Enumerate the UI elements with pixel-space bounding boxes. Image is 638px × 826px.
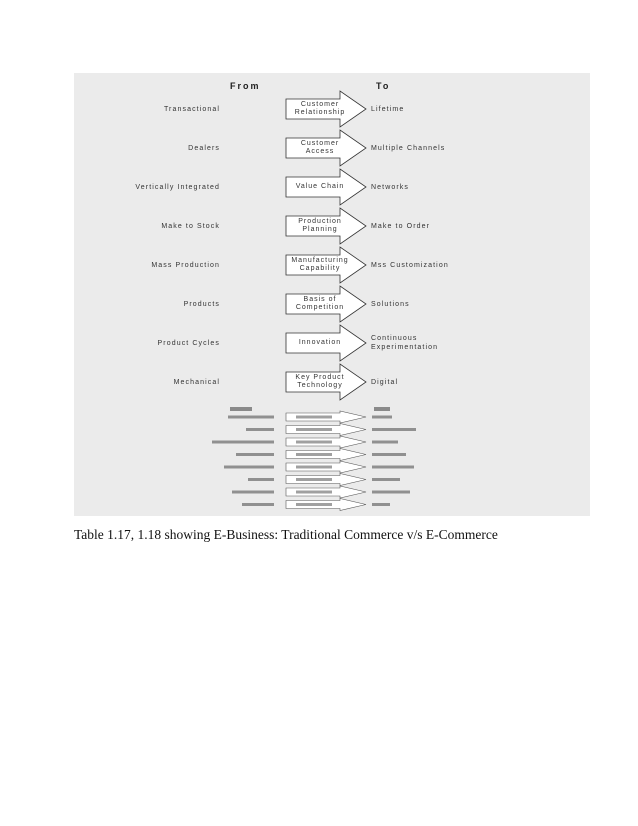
ghost-arrow-smudge-5 <box>296 466 332 469</box>
row-arrow-label-5: Manufacturing Capability <box>291 256 349 272</box>
ghost-arrow-smudge-3 <box>296 441 332 444</box>
row-to-5: Mss Customization <box>371 261 449 269</box>
ghost-to-smudge-1 <box>372 416 392 419</box>
ghost-to-smudge-6 <box>372 478 400 481</box>
row-to-1: Lifetime <box>371 105 405 113</box>
ghost-to-smudge-5 <box>372 466 414 469</box>
header-from: From <box>230 81 261 91</box>
figure-diagram <box>74 73 590 516</box>
row-from-8: Mechanical <box>173 379 220 386</box>
ghost-arrow-smudge-2 <box>296 428 332 431</box>
row-to-3: Networks <box>371 183 409 191</box>
ghost-arrow-smudge-1 <box>296 416 332 419</box>
ghost-arrow-smudge-6 <box>296 478 332 481</box>
row-from-1: Transactional <box>163 106 220 113</box>
row-from-3: Vertically Integrated <box>135 184 220 191</box>
ghost-from-smudge-2 <box>246 428 274 431</box>
ghost-arrow-smudge-4 <box>296 453 332 456</box>
ghost-arrow-smudge-8 <box>296 503 332 506</box>
ghost-from-smudge-5 <box>224 466 274 469</box>
ghost-from-smudge-6 <box>248 478 274 481</box>
row-to-2: Multiple Channels <box>371 144 446 152</box>
figure-caption: Table 1.17, 1.18 showing E-Business: Traditional Commerce v/s E-Commerce <box>74 527 498 542</box>
ghost-from-smudge-8 <box>242 503 274 506</box>
ghost-header-from-smudge <box>230 407 252 411</box>
ghost-from-smudge-7 <box>232 491 274 494</box>
row-arrow-label-1: Customer Relationship <box>294 100 346 116</box>
header-to: To <box>376 81 391 91</box>
ghost-to-smudge-4 <box>372 453 406 456</box>
row-to-4: Make to Order <box>371 222 431 230</box>
ghost-from-smudge-4 <box>236 453 274 456</box>
ghost-thumbnail <box>74 403 590 513</box>
row-from-4: Make to Stock <box>161 223 220 230</box>
row-from-5: Mass Production <box>151 262 220 269</box>
ghost-to-smudge-7 <box>372 491 410 494</box>
ghost-arrow-smudge-7 <box>296 491 332 494</box>
ghost-to-smudge-2 <box>372 428 416 431</box>
ghost-header-to-smudge <box>374 407 390 411</box>
row-arrow-label-7: Innovation <box>298 338 342 346</box>
row-to-7: Continuous Experimentation <box>371 335 439 351</box>
row-from-2: Dealers <box>188 145 220 152</box>
row-to-6: Solutions <box>371 300 410 308</box>
ghost-from-smudge-3 <box>212 441 274 444</box>
row-arrow-label-4: Production Planning <box>298 217 342 233</box>
ghost-from-smudge-1 <box>228 416 274 419</box>
row-arrow-label-8: Key Product Technology <box>295 373 345 389</box>
row-to-8: Digital <box>371 378 399 386</box>
ghost-to-smudge-8 <box>372 503 390 506</box>
row-from-7: Product Cycles <box>157 340 220 347</box>
row-arrow-label-2: Customer Access <box>300 139 340 155</box>
ghost-to-smudge-3 <box>372 441 398 444</box>
row-arrow-label-3: Value Chain <box>295 182 345 190</box>
row-from-6: Products <box>183 301 220 308</box>
row-arrow-label-6: Basis of Competition <box>295 295 345 311</box>
